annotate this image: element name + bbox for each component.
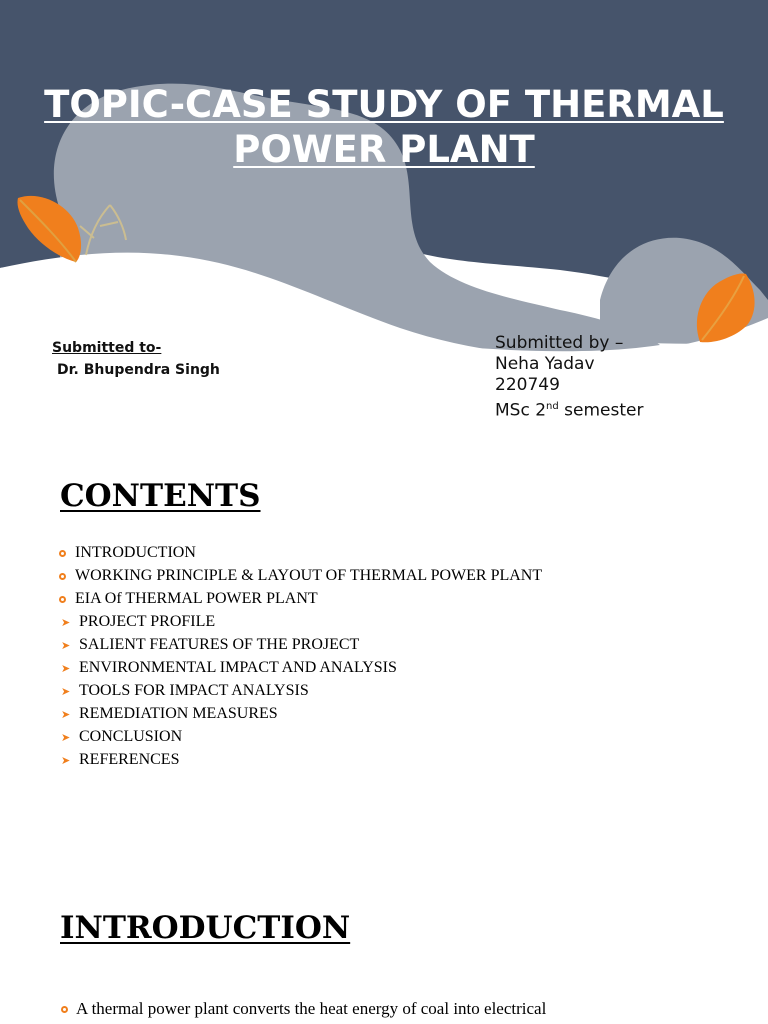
slide-title — [0, 82, 768, 172]
contents-item — [58, 564, 542, 587]
contents-item-text: WORKING PRINCIPLE & LAYOUT OF THERMAL POWER PLANT — [75, 567, 543, 584]
circle-bullet-icon — [59, 550, 66, 557]
slide-title-line2: POWER PLANT — [233, 128, 535, 171]
contents-item-text: PROJECT PROFILE — [79, 613, 216, 630]
course-prefix: MSc 2 — [495, 400, 547, 421]
submitted-to-label: Submitted to- — [52, 340, 162, 356]
student-id: 220749 — [495, 375, 560, 395]
contents-item-text: REMEDIATION MEASURES — [79, 705, 278, 722]
contents-item-text: ENVIRONMENTAL IMPACT AND ANALYSIS — [79, 659, 397, 676]
contents-item — [58, 702, 542, 725]
contents-list — [58, 541, 542, 771]
contents-item — [58, 679, 542, 702]
introduction-heading: INTRODUCTION — [60, 910, 351, 946]
circle-bullet-icon — [59, 573, 66, 580]
contents-item-text: CONCLUSION — [79, 728, 183, 745]
contents-item — [58, 587, 542, 610]
contents-item-text: SALIENT FEATURES OF THE PROJECT — [79, 636, 360, 653]
student-name: Neha Yadav — [495, 354, 595, 374]
contents-item-text: TOOLS FOR IMPACT ANALYSIS — [79, 682, 309, 699]
contents-heading: CONTENTS — [60, 478, 261, 514]
introduction-text: A thermal power plant converts the heat energy of coal into electrical — [76, 999, 547, 1018]
contents-item — [58, 748, 542, 771]
arrow-bullet-icon: ➤ — [61, 638, 71, 652]
arrow-bullet-icon: ➤ — [61, 661, 71, 675]
contents-item — [58, 656, 542, 679]
arrow-bullet-icon: ➤ — [61, 615, 71, 629]
contents-item — [58, 541, 542, 564]
contents-item-text: REFERENCES — [79, 751, 180, 768]
submitted-to-block — [52, 340, 220, 378]
circle-bullet-icon — [59, 596, 66, 603]
arrow-bullet-icon: ➤ — [61, 684, 71, 698]
contents-item — [58, 633, 542, 656]
contents-item-text: INTRODUCTION — [75, 544, 196, 561]
student-course — [495, 396, 643, 422]
circle-bullet-icon — [61, 1006, 68, 1013]
submitted-by-block — [495, 333, 643, 422]
introduction-first-bullet — [60, 999, 546, 1019]
contents-item — [58, 725, 542, 748]
slide-title-line1: TOPIC-CASE STUDY OF THERMAL — [44, 83, 724, 126]
arrow-bullet-icon: ➤ — [61, 753, 71, 767]
submitted-to-name: Dr. Bhupendra Singh — [57, 362, 220, 378]
arrow-bullet-icon: ➤ — [61, 707, 71, 721]
submitted-by-label: Submitted by – — [495, 333, 624, 353]
course-suffix: semester — [558, 400, 644, 421]
contents-item — [58, 610, 542, 633]
course-superscript: nd — [546, 401, 559, 412]
title-slide — [0, 0, 768, 430]
contents-item-text: EIA Of THERMAL POWER PLANT — [75, 590, 318, 607]
arrow-bullet-icon: ➤ — [61, 730, 71, 744]
